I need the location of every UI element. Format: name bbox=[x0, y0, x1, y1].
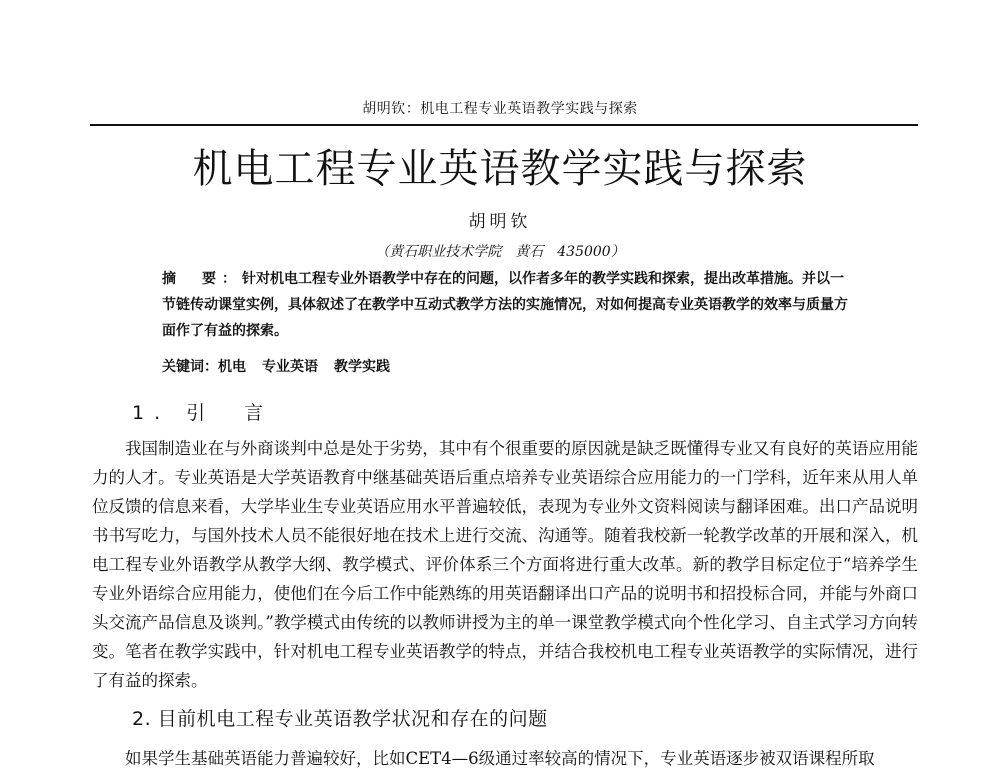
keyword: 专业英语 bbox=[262, 359, 318, 375]
keyword: 教学实践 bbox=[334, 359, 390, 375]
abstract bbox=[162, 266, 852, 344]
abstract-label: 摘 要： bbox=[162, 271, 242, 287]
section-paragraph: 我国制造业在与外商谈判中总是处于劣势，其中有个很重要的原因就是缺乏既懂得专业又有良好的英语应用能力的人才。专业英语是大学英语教育中继基础英语后重点培养专业英语综合应用能力的一门学科，近年来从用人单位反馈的信息来看，大学毕业生专业英语应用水平普遍较低，表现为专业外文资料阅读与翻译困难。出口产品说明书书写吃力，与国外技术人员不能很好地在技术上进行交流、沟通等。随着我校新一轮教学改革的开展和深入，机电工程专业外语教学从教学大纲、教学模式、评价体系三个方面将进行重大改革。新的教学目标定位于“培养学生专业外语综合应用能力，使他们在今后工作中能熟练的用英语翻译出口产品的说明书和招投标合同，并能与外商口头交流产品信息及谈判。”教学模式由传统的以教师讲授为主的单一课堂教学模式向个性化学习、自主式学习方向转变。笔者在教学实践中，针对机电工程专业英语教学的特点，并结合我校机电工程专业英语教学的实际情况，进行了有益的探索。 bbox=[92, 439, 918, 690]
section-paragraph: 如果学生基础英语能力普遍较好，比如CET4—6级通过率较高的情况下，专业英语逐步被双语课程所取 bbox=[125, 749, 875, 768]
header-rule bbox=[90, 124, 918, 126]
section-heading-current-status: 2. 目前机电工程专业英语教学状况和存在的问题 bbox=[132, 708, 548, 730]
paper-affiliation: （黄石职业技术学院 黄石 435000） bbox=[375, 244, 625, 260]
section-heading-introduction: 1. 引 言 bbox=[132, 402, 274, 424]
keywords bbox=[162, 356, 852, 376]
paper-title: 机电工程专业英语教学实践与探索 bbox=[192, 146, 808, 192]
running-head: 胡明钦：机电工程专业英语教学实践与探索 bbox=[362, 101, 638, 117]
keyword: 机电 bbox=[218, 359, 246, 375]
paper-author: 胡明钦 bbox=[468, 212, 532, 232]
abstract-text: 针对机电工程专业外语教学中存在的问题，以作者多年的教学实践和探索，提出改革措施。并以一节链传动课堂实例，具体叙述了在教学中互动式教学方法的实施情况，对如何提高专业英语教学的效率与质量方面作了有益的探索。 bbox=[162, 271, 848, 339]
keywords-label: 关键词： bbox=[162, 359, 218, 375]
